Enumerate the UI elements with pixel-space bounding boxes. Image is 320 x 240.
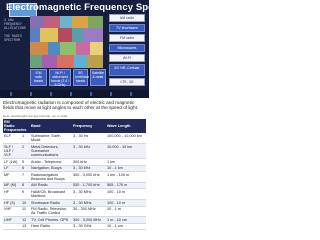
table-cell: 2 (21, 144, 30, 159)
band-label: FM radio (109, 34, 145, 42)
table-cell: MF (3, 172, 21, 183)
table-cell: MF (M) (3, 182, 21, 188)
table-cell: HAM/CB, Broadcast Maritime (30, 189, 72, 200)
table-cell: 8 (21, 182, 30, 188)
table-header-cell: EM Radio Frequencies (4, 119, 27, 133)
table-cell: 100 - 10 m (106, 200, 146, 206)
table-cell: 13 (21, 223, 30, 229)
left-caption-line: ALLOCATIONS (4, 26, 26, 30)
mosaic-cell (87, 55, 103, 68)
mosaic-cell (88, 16, 103, 28)
table-header-row (3, 119, 146, 133)
table-cell: FM Radio, Television, Air Traffic Control (30, 206, 72, 217)
table-cell: Radionavigation Beacons and Buoys (30, 172, 72, 183)
table-row (3, 206, 146, 217)
left-caption-line: THE RADIO (4, 34, 22, 38)
table-cell: 6 (21, 165, 30, 171)
mosaic-cell (72, 28, 83, 42)
table-row (3, 133, 146, 143)
table-cell: 530 - 1,700 kHz (72, 182, 106, 188)
table-cell: 565 - 176 m (106, 182, 146, 188)
mosaic-cell (60, 42, 76, 55)
scale-tick (10, 92, 12, 96)
table-cell: 10 - 1 m (106, 206, 146, 217)
mosaic-cell (30, 28, 40, 42)
table-cell: 30 - 300 MHz (72, 206, 106, 217)
table-cell: 11 (21, 206, 30, 217)
table-cell: 300 - 3,000 MHz (72, 217, 106, 223)
mosaic-cell (57, 55, 74, 68)
scale-tick (50, 92, 52, 96)
table-cell: 7 (21, 172, 30, 183)
left-caption-line: SPECTRUM (4, 38, 20, 42)
frequency-scale-strip (0, 90, 149, 98)
mosaic-cell (40, 28, 58, 42)
table-cell: TV, Cell Phones, GPS (30, 217, 72, 223)
table-cell: 3 - 30 kHz (72, 144, 106, 159)
table-cell: 1 (21, 133, 30, 143)
table-cell: Audio - Telephone (30, 159, 72, 165)
page-title: Electromagnetic Frequency Spectrum (6, 2, 181, 13)
left-caption-line: 3 kHz (4, 18, 14, 22)
scale-tick (30, 92, 32, 96)
table-header-cell: Band (30, 119, 72, 133)
table-cell: SLF / ULF / VLF (3, 144, 21, 159)
mosaic-cell (90, 42, 103, 55)
mosaic-cell (74, 55, 87, 68)
band-label: LTE, 3G (109, 78, 145, 86)
table-cell: LF (3, 165, 21, 171)
mosaic-cell (60, 16, 72, 28)
table-row (3, 144, 146, 159)
table-cell: ELF (3, 133, 21, 143)
table-cell: 3 - 30 Hz (72, 133, 106, 143)
mosaic-cell (30, 55, 42, 68)
table-cell: HF (3, 189, 21, 200)
table-header-cell: Frequency (72, 119, 106, 133)
band-callout: 5G mmWave bands (73, 69, 88, 86)
table-body (3, 133, 146, 229)
mosaic-cell (30, 16, 44, 28)
scale-tick (130, 92, 132, 96)
table-cell: VHF (3, 206, 21, 217)
table-cell: 9 (21, 189, 30, 200)
table-cell: 5 (21, 159, 30, 165)
table-cell: 300 - 3,000 kHz (72, 172, 106, 183)
band-callout: ISM radio bands (30, 69, 47, 86)
table-row (3, 223, 146, 229)
table-cell: 12 (21, 217, 30, 223)
table-cell: 100 - 10 m (106, 189, 146, 200)
table-cell: Shortwave Radio (30, 200, 72, 206)
table-cell: 10 (21, 200, 30, 206)
band-callout: Wi-Fi / unlicensed bands (2.4 / 5 GHz) (49, 69, 71, 86)
band-label: TV shortwave (109, 24, 145, 32)
table-cell: Navigation, Buoys (30, 165, 72, 171)
scale-tick (110, 92, 112, 96)
table-cell: 1 km - 100 m (106, 172, 146, 183)
table-cell: 10,000 - 10 km (106, 144, 146, 159)
table-cell: 300 kHz (72, 159, 106, 165)
band-label: 5G NR–Cellular (109, 64, 145, 76)
table-cell: UHF (3, 217, 21, 223)
table-cell: 3 - 30 MHz (72, 189, 106, 200)
table-cell: Submarine, Earth Mode (30, 133, 72, 143)
table-cell: 3 - 30 kHz (72, 165, 106, 171)
table-header-cell: Wave Length (106, 119, 146, 133)
table-cell: 3 - 30 MHz (72, 200, 106, 206)
table-cell: AM Radio (30, 182, 72, 188)
table-cell: 1 km (106, 159, 146, 165)
table-cell: 100,000 - 10,000 km (106, 133, 146, 143)
table-row (3, 172, 146, 183)
mosaic-cell (83, 28, 103, 42)
band-label: Wi-Fi (109, 54, 145, 62)
table-cell: 3 - 30 GHz (72, 223, 106, 229)
scale-tick (70, 92, 72, 96)
mosaic-cell (30, 42, 48, 55)
footnote: Note: wavelengths are approximate; not to scale. (3, 114, 69, 118)
mosaic-cell (48, 42, 60, 55)
table-cell: LF (LW) (3, 159, 21, 165)
mosaic-cell (76, 42, 90, 55)
table-cell: Ham Radio (30, 223, 72, 229)
table-cell (3, 223, 21, 229)
spectrum-banner-image (0, 0, 181, 98)
spectrum-allocation-mosaic (30, 16, 103, 68)
description-paragraph: Electromagnetic radiation is composed of electric and magnetic fields that move at light angles to each other at the speed of light. (3, 100, 139, 111)
mosaic-cell (58, 28, 72, 42)
table-cell: 10 - 1 cm (106, 223, 146, 229)
band-label: Microwaves (109, 44, 145, 52)
mosaic-cell (72, 16, 88, 28)
mosaic-cell (44, 16, 60, 28)
band-label: AM radio (109, 14, 145, 22)
table-cell: 10 - 1 km (106, 165, 146, 171)
frequency-table (3, 119, 146, 230)
scale-tick (90, 92, 92, 96)
table-cell: Metal Detectors, Submarine communications (30, 144, 72, 159)
table-cell: HF (S) (3, 200, 21, 206)
table-row (3, 189, 146, 200)
left-caption-line: FREQUENCY (4, 22, 22, 26)
mosaic-cell (42, 55, 57, 68)
table-cell: 1 m - 10 cm (106, 217, 146, 223)
band-callout: Satellite & radar (90, 69, 106, 86)
